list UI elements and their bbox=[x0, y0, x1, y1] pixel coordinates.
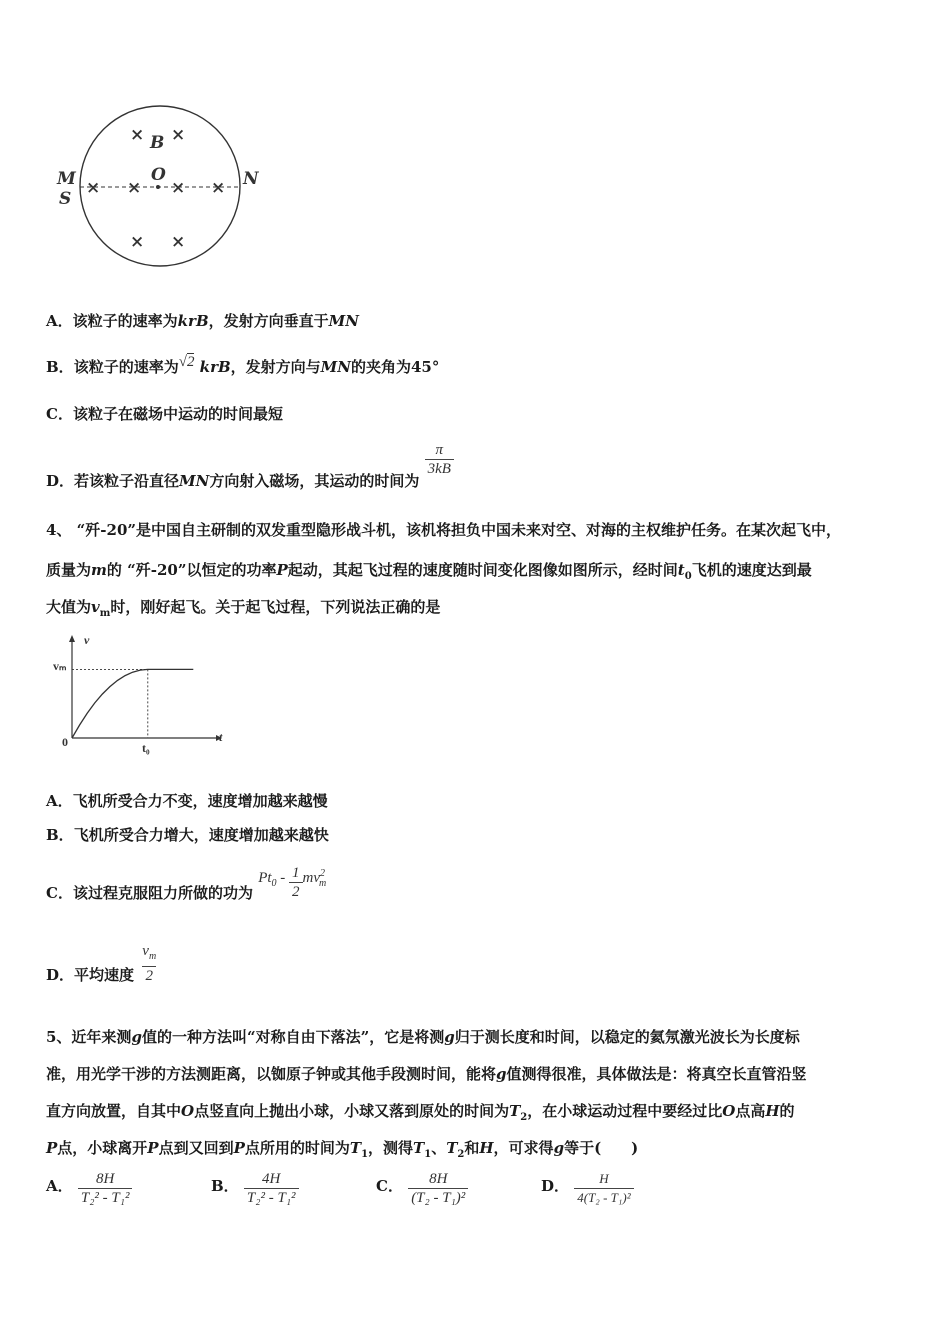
q4-stem-line2: 质量为m的 “歼-20”以恒定的功率P起动，其起飞过程的速度随时间变化图像如图所示，经时间$t_0$飞机的速度达到最 bbox=[46, 561, 812, 582]
label-s: S bbox=[59, 189, 72, 209]
time-fraction: $\frac{\pi}{3kB}$ bbox=[425, 441, 454, 478]
y-axis-arrow bbox=[69, 635, 75, 642]
label-b: B bbox=[150, 133, 165, 153]
cross-mark: × bbox=[171, 125, 186, 145]
q5-option-a: A． $\frac{8H}{\text{T₂² - T₁²}}$ bbox=[46, 1170, 132, 1207]
q5-option-c: C． $\frac{8H}{\text{(T₂ - T₁)²}}$ bbox=[376, 1170, 468, 1207]
q3-option-c: C．该粒子在磁场中运动的时间最短 bbox=[46, 405, 283, 423]
q5-stem-line2: 准，用光学干涉的方法测距离，以铷原子钟或其他手段测时间，能将g值测得很准，具体做法是：将真空长直管沿竖 bbox=[46, 1065, 807, 1083]
q4-stem-line1: 4、 “歼-20”是中国自主研制的双发重型隐形战斗机，该机将担负中国未来对空、对海的主权维护任务。在某次起飞中， bbox=[46, 521, 842, 539]
q3-option-d: D．若该粒子沿直径MN方向射入磁场，其运动的时间为 $\frac{\pi}{3kB}$ bbox=[46, 441, 454, 478]
q5-stem-line3: 直方向放置，自其中O点竖直向上抛出小球，小球又落到原处的时间为$T_2$，在小球运动过程中要经过比O点高H的 bbox=[46, 1102, 795, 1123]
q5-option-d: D． $\frac{H}{\text{4(T₂ - T₁)²}}$ bbox=[541, 1170, 634, 1207]
cross-mark: × bbox=[130, 232, 145, 252]
x-axis-label: t bbox=[219, 730, 223, 744]
cross-mark: × bbox=[127, 178, 142, 198]
y-tick-label: vₘ bbox=[53, 659, 67, 673]
label-m: M bbox=[57, 169, 76, 189]
q5-stem-line4: P点，小球离开P点到又回到P点所用的时间为$T_1$，测得$T_1$、$T_2$和H，可求得g等于( ) bbox=[46, 1139, 639, 1160]
velocity-curve bbox=[72, 669, 193, 738]
q4-option-d: D．平均速度 $\frac{v_m}{2}$ bbox=[46, 943, 157, 984]
q4-option-b: B．飞机所受合力增大，速度增加越来越快 bbox=[46, 826, 329, 844]
q3-option-b: B．该粒子的速率为√2 krB，发射方向与MN的夹角为45° bbox=[46, 354, 440, 376]
label-n: N bbox=[243, 169, 259, 189]
cross-mark: × bbox=[171, 232, 186, 252]
magnetic-field-figure bbox=[50, 100, 270, 280]
q5-option-b: B． $\frac{4H}{\text{T₂² - T₁²}}$ bbox=[211, 1170, 299, 1207]
velocity-time-chart bbox=[50, 630, 230, 755]
q4-stem-line3: 大值为$v_m$时，刚好起飞。关于起飞过程，下列说法正确的是 bbox=[46, 598, 441, 619]
q4-option-c: C．该过程克服阻力所做的功为 $Pt_0$ - $\frac{1}{2}$ $mv^2_m$ bbox=[46, 864, 327, 902]
q4-option-a: A．飞机所受合力不变，速度增加越来越慢 bbox=[46, 792, 328, 810]
origin-label: 0 bbox=[62, 735, 68, 749]
y-axis-label: v bbox=[84, 633, 90, 647]
x-tick-label: t₀ bbox=[142, 741, 150, 755]
label-o: O bbox=[151, 165, 166, 185]
cross-mark: × bbox=[211, 178, 226, 198]
center-dot bbox=[156, 185, 160, 189]
q3-option-a: A．该粒子的速率为krB，发射方向垂直于MN bbox=[46, 312, 359, 330]
cross-mark: × bbox=[130, 125, 145, 145]
q5-stem-line1: 5、近年来测g值的一种方法叫“对称自由下落法”，它是将测g归于测长度和时间，以稳定的氦氖激光波长为长度标 bbox=[46, 1028, 800, 1046]
cross-mark: × bbox=[86, 178, 101, 198]
cross-mark: × bbox=[171, 178, 186, 198]
